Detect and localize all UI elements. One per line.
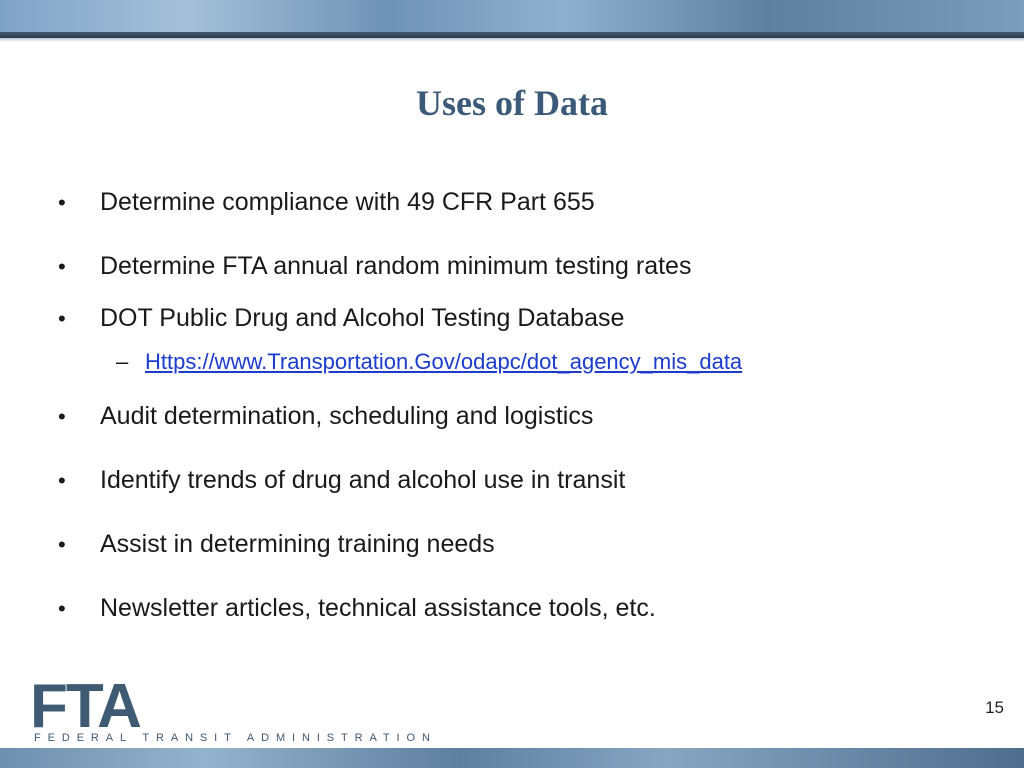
- bullet-dot: •: [58, 468, 66, 493]
- fta-logo: [30, 672, 437, 748]
- mis-data-link[interactable]: Https://www.Transportation.Gov/odapc/dot_agency_mis_data: [145, 349, 743, 374]
- bullet-dot: •: [58, 404, 66, 429]
- bullet-text: Identify trends of drug and alcohol use in transit: [100, 466, 626, 494]
- bullet-dot: •: [58, 596, 66, 621]
- bullet-text: Determine compliance with 49 CFR Part 655: [100, 188, 595, 216]
- fta-logo-letters: FTA: [30, 672, 140, 741]
- bullet-dot: •: [58, 532, 66, 557]
- bullet-dot: •: [58, 254, 66, 279]
- page-number: 15: [985, 698, 1004, 717]
- bullet-item: [58, 188, 595, 217]
- bullet-item: [58, 466, 625, 495]
- sub-bullet-dash: –: [116, 349, 129, 374]
- fta-logo-tagline: FEDERAL TRANSIT ADMINISTRATION: [34, 732, 437, 744]
- bottom-decorative-band: [0, 748, 1024, 768]
- bullet-item: [58, 530, 495, 559]
- bullet-text: Audit determination, scheduling and logistics: [100, 402, 594, 430]
- top-decorative-band: [0, 0, 1024, 38]
- slide-title: Uses of Data: [416, 83, 608, 123]
- bullet-item: [58, 402, 593, 431]
- bullet-text: Determine FTA annual random minimum testing rates: [100, 252, 692, 280]
- bullet-dot: •: [58, 306, 66, 331]
- top-band-shadow: [0, 38, 1024, 42]
- bullet-item: [58, 594, 656, 623]
- bullet-text: DOT Public Drug and Alcohol Testing Database: [100, 304, 625, 332]
- bullet-dot: •: [58, 190, 66, 215]
- bullet-text: Assist in determining training needs: [100, 530, 495, 558]
- sub-bullet-item: [116, 349, 742, 375]
- bullet-item: [58, 252, 691, 281]
- bullet-item: [58, 304, 624, 333]
- bullet-text: Newsletter articles, technical assistance tools, etc.: [100, 594, 656, 622]
